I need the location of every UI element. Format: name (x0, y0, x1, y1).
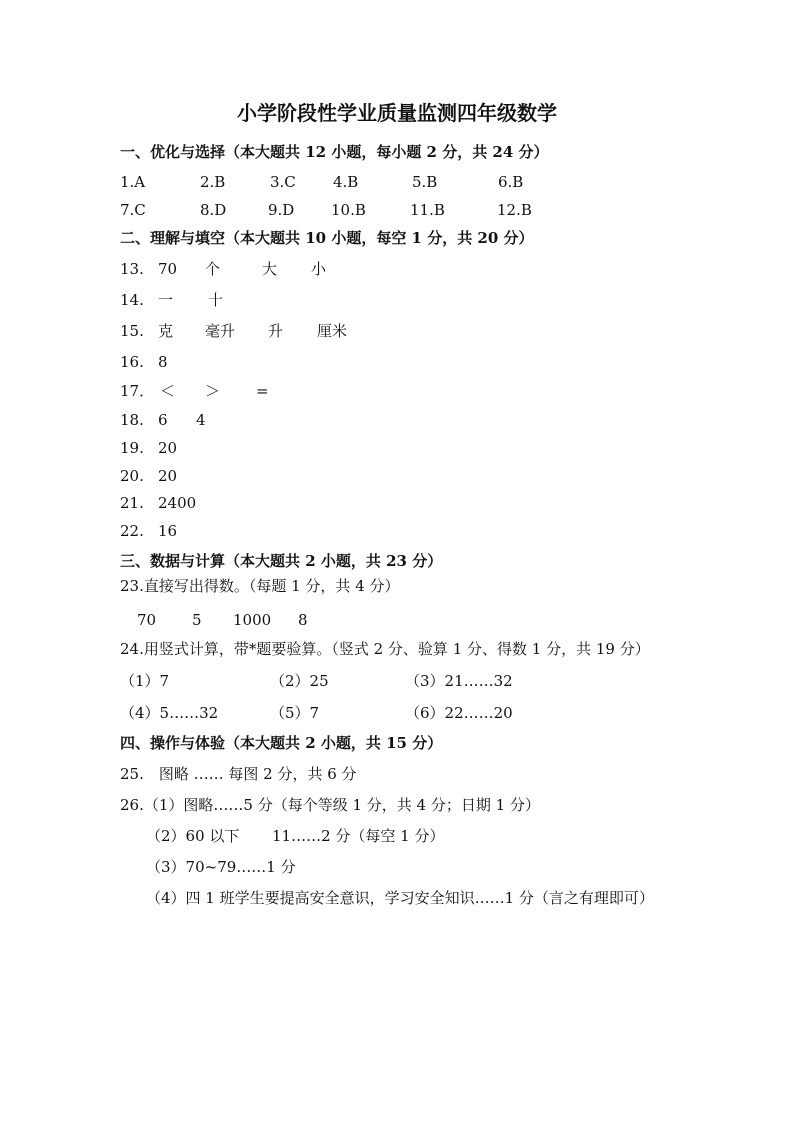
section-1-row-1 (0, 175, 794, 195)
question-26-part-2 (0, 829, 794, 849)
item-13 (0, 262, 794, 282)
answer: 8 (298, 611, 308, 629)
answer-5: 5.B (412, 173, 438, 191)
answer: （2）25 (270, 672, 329, 690)
item-answer: 16 (158, 522, 178, 540)
question-26-part-1: 26.（1）图略……5 分（每个等级 1 分，共 4 分；日期 1 分） (120, 796, 540, 814)
page-title: 小学阶段性学业质量监测四年级数学 (237, 101, 557, 125)
answer-9: 9.D (268, 201, 295, 219)
question-26-part-3: （3）70~79……1 分 (146, 858, 296, 876)
item-answer: 20 (158, 439, 178, 457)
section-3-heading: 三、数据与计算（本大题共 2 小题，共 23 分） (120, 552, 443, 570)
answer: （4）5……32 (120, 704, 219, 722)
item-number: 16. (120, 353, 144, 371)
question-23-answers (0, 613, 794, 633)
item-answer: ＜ (160, 382, 176, 400)
answer: （1）7 (120, 672, 170, 690)
item-answer: 升 (268, 322, 284, 340)
item-17 (0, 384, 794, 404)
question-24: 24.用竖式计算，带*题要验算。（竖式 2 分、验算 1 分、得数 1 分，共 19 分） (120, 640, 650, 658)
item-answer: ＞ (205, 382, 221, 400)
answer-8: 8.D (200, 201, 227, 219)
item-answer: 20 (158, 467, 178, 485)
item-answer: 个 (205, 260, 221, 278)
item-answer: 一 (158, 291, 174, 309)
item-number: 13. (120, 260, 144, 278)
item-16 (0, 355, 794, 375)
item-14 (0, 293, 794, 313)
item-21 (0, 496, 794, 516)
answer: （6）22……20 (405, 704, 513, 722)
answer-6: 6.B (498, 173, 524, 191)
answer-3: 3.C (270, 173, 296, 191)
item-22 (0, 524, 794, 544)
item-answer: 毫升 (205, 322, 236, 340)
answer-7: 7.C (120, 201, 146, 219)
item-number: 17． (120, 382, 155, 400)
answer-4: 4.B (333, 173, 359, 191)
item-number: 20. (120, 467, 144, 485)
question-23: 23.直接写出得数。（每题 1 分，共 4 分） (120, 577, 400, 595)
item-19 (0, 441, 794, 461)
answer-12: 12.B (497, 201, 532, 219)
item-number: 14. (120, 291, 144, 309)
item-number: 15. (120, 322, 144, 340)
item-answer: 克 (158, 322, 174, 340)
question-24-row-1 (0, 674, 794, 694)
answer: 11……2 分（每空 1 分） (272, 827, 445, 845)
item-answer: 70 (158, 260, 178, 278)
section-1-row-2 (0, 203, 794, 223)
answer: 5 (192, 611, 202, 629)
item-18 (0, 413, 794, 433)
answer: 70 (137, 611, 157, 629)
item-answer: 小 (311, 260, 327, 278)
question-25: 25. 图略 …… 每图 2 分，共 6 分 (120, 765, 357, 783)
answer-11: 11.B (410, 201, 445, 219)
item-number: 22. (120, 522, 144, 540)
item-answer: 8 (158, 353, 168, 371)
answer: 1000 (233, 611, 272, 629)
section-2-heading: 二、理解与填空（本大题共 10 小题，每空 1 分，共 20 分） (120, 229, 534, 247)
item-answer: 厘米 (317, 322, 348, 340)
answer: （5）7 (270, 704, 320, 722)
question-24-row-2 (0, 706, 794, 726)
answer-10: 10.B (331, 201, 366, 219)
item-number: 19. (120, 439, 144, 457)
item-answer: 2400 (158, 494, 197, 512)
item-answer: = (256, 382, 269, 400)
section-4-heading: 四、操作与体验（本大题共 2 小题，共 15 分） (120, 734, 443, 752)
item-answer: 大 (262, 260, 278, 278)
answer: （2）60 以下 (146, 827, 240, 845)
item-number: 18. (120, 411, 144, 429)
item-answer: 十 (208, 291, 224, 309)
item-number: 21. (120, 494, 144, 512)
item-answer: 6 (158, 411, 168, 429)
item-20 (0, 469, 794, 489)
answer-2: 2.B (200, 173, 226, 191)
answer-1: 1.A (120, 173, 146, 191)
item-answer: 4 (196, 411, 206, 429)
section-1-heading: 一、优化与选择（本大题共 12 小题，每小题 2 分，共 24 分） (120, 143, 549, 161)
item-15 (0, 324, 794, 344)
question-26-part-4: （4）四 1 班学生要提高安全意识，学习安全知识……1 分（言之有理即可） (146, 889, 654, 907)
answer: （3）21……32 (405, 672, 513, 690)
